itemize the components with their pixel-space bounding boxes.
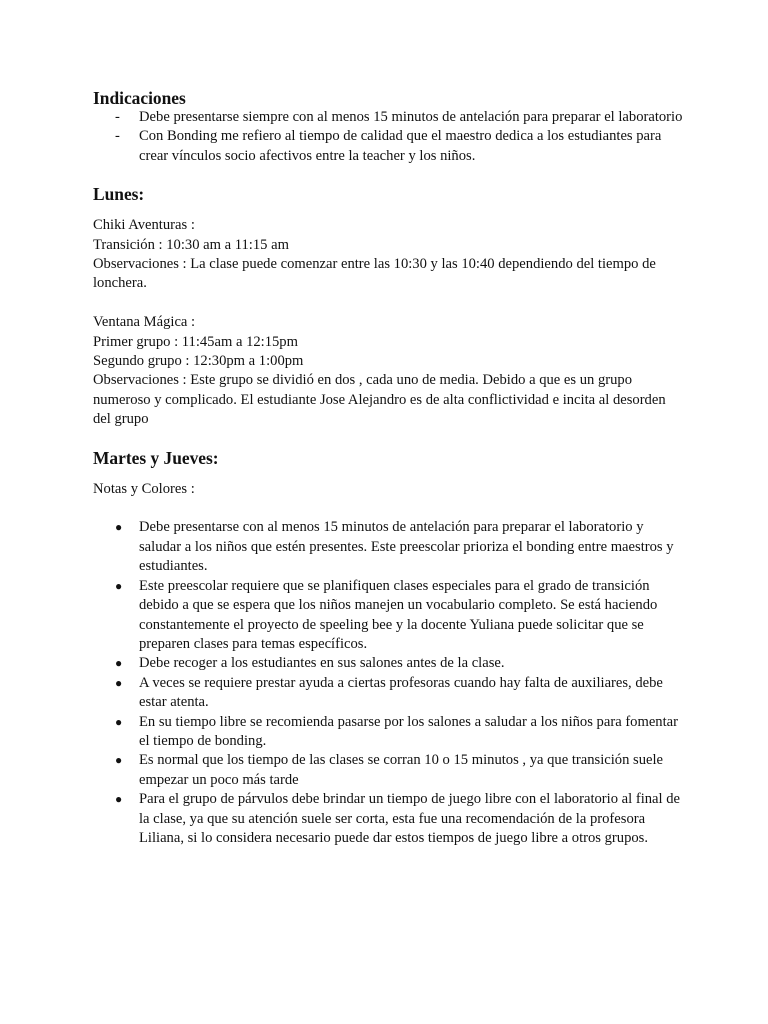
list-item: [93, 577, 683, 655]
ventana-primer-grupo: Primer grupo : 11:45am a 12:15pm: [93, 333, 298, 350]
bullet-marker: ●: [115, 520, 123, 535]
list-item-text: Es normal que los tiempo de las clases se corran 10 o 15 minutos , ya que transición suele empezar un poco más tarde: [139, 752, 664, 788]
list-item-text: Con Bonding me refiero al tiempo de calidad que el maestro dedica a los estudiantes para crear vínculos socio afectivos entre la teacher y los niños.: [139, 128, 662, 164]
heading-martes-jueves: Martes y Jueves:: [93, 447, 219, 468]
heading-lunes: Lunes:: [93, 184, 145, 205]
chiki-observaciones: Observaciones : La clase puede comenzar entre las 10:30 y las 10:40 dependiendo del tiempo de lonchera.: [93, 256, 656, 292]
list-item-text: Debe recoger a los estudiantes en sus salones antes de la clase.: [139, 655, 505, 672]
document-page: [93, 88, 683, 848]
list-item: [93, 108, 683, 127]
heading-indicaciones: Indicaciones: [93, 88, 186, 108]
dash-marker: -: [115, 128, 120, 145]
bullet-marker: ●: [115, 656, 123, 671]
ventana-observaciones: Observaciones : Este grupo se dividió en dos , cada uno de media. Debido a que es un grupo numeroso y complicado. El estudiante Jose Alejandro es de alta conflictividad e incita al desorden del grupo: [93, 372, 666, 428]
dash-marker: -: [115, 109, 120, 125]
list-item-text: A veces se requiere prestar ayuda a ciertas profesoras cuando hay falta de auxiliares, debe estar atenta.: [139, 674, 663, 711]
list-item-text: Debe presentarse siempre con al menos 15 minutos de antelación para preparar el laboratorio: [139, 109, 683, 125]
list-item: [93, 674, 683, 713]
list-item: [93, 751, 683, 790]
list-item-text: Debe presentarse con al menos 15 minutos de antelación para preparar el laboratorio y saludar a los niños que estén presentes. Este preescolar prioriza el bonding entre maestros y estudiantes.: [139, 519, 674, 575]
notas-colores-title: Notas y Colores :: [93, 480, 195, 497]
bullet-marker: ●: [115, 792, 123, 807]
list-item: [93, 654, 683, 673]
ventana-segundo-grupo: Segundo grupo : 12:30pm a 1:00pm: [93, 353, 304, 370]
chiki-transicion: Transición : 10:30 am a 11:15 am: [93, 236, 289, 253]
list-item: [93, 127, 683, 166]
martes-jueves-list: [93, 518, 683, 848]
bullet-marker: ●: [115, 675, 123, 690]
bullet-marker: ●: [115, 753, 123, 768]
list-item-text: Para el grupo de párvulos debe brindar un tiempo de juego libre con el laboratorio al final de la clase, ya que su atención suele ser corta, esta fue una recomendación de la profesora Liliana, si lo considera necesario puede dar estos tiempos de juego libre a otros grupos.: [139, 791, 681, 846]
list-item-text: En su tiempo libre se recomienda pasarse por los salones a saludar a los niños para fomentar el tiempo de bonding.: [139, 713, 678, 749]
list-item-text: Este preescolar requiere que se planifiquen clases especiales para el grado de transición debido a que se espera que los niños manejen un vocabulario completo. Se está haciendo constantemente el proyecto de speeling bee y la docente Yuliana puede solicitar que se preparen clases para temas específicos.: [139, 577, 658, 652]
list-item: [93, 518, 683, 576]
indicaciones-list: [93, 108, 683, 166]
bullet-marker: ●: [115, 714, 123, 729]
ventana-magica-title: Ventana Mágica :: [93, 314, 196, 331]
list-item: [93, 790, 683, 848]
bullet-marker: ●: [115, 578, 123, 593]
list-item: [93, 713, 683, 752]
chiki-aventuras-title: Chiki Aventuras :: [93, 217, 195, 234]
